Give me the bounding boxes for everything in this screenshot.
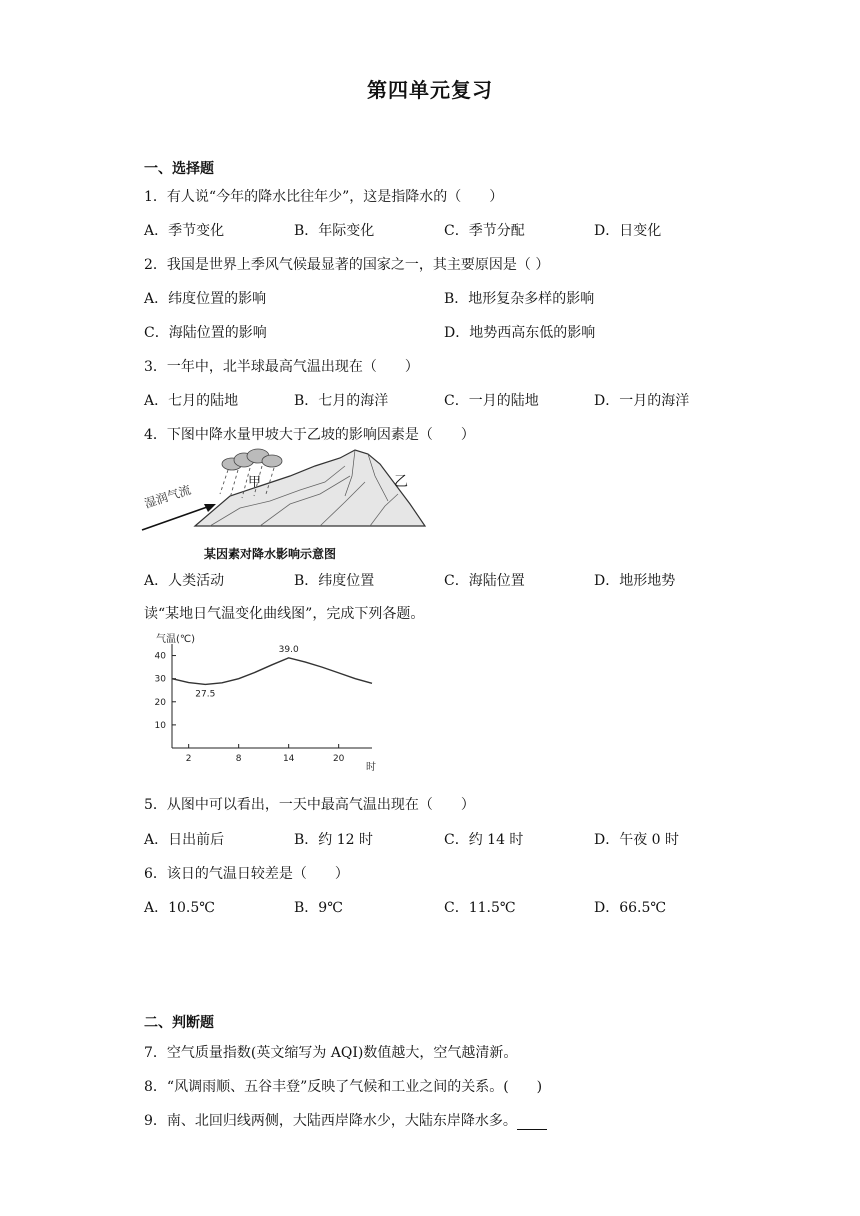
- question-1-option-d: D．日变化: [594, 223, 662, 239]
- y-tick-label: 30: [154, 674, 166, 685]
- question-2-option-c: C．海陆位置的影响: [144, 325, 267, 341]
- question-1-option-b: B．年际变化: [294, 223, 375, 239]
- question-3-option-b: B．七月的海洋: [294, 393, 389, 409]
- figure-caption: 某因素对降水影响示意图: [204, 547, 337, 561]
- terrain-precipitation-figure: [140, 446, 430, 566]
- question-1-option-a: A．季节变化: [144, 223, 225, 239]
- question-6-option-d: D．66.5℃: [594, 900, 667, 916]
- question-6-stem: 6．该日的气温日较差是（ ）: [144, 866, 349, 882]
- chart-ylabel: 气温(℃): [156, 634, 196, 645]
- question-4-option-a: A．人类活动: [144, 573, 225, 589]
- page-title: 第四单元复习: [367, 78, 493, 102]
- question-5-stem: 5．从图中可以看出，一天中最高气温出现在（ ）: [144, 797, 475, 813]
- question-2-option-b: B．地形复杂多样的影响: [444, 291, 595, 307]
- question-8-stem: 8．“风调雨顺、五谷丰登”反映了气候和工业之间的关系。( ): [144, 1079, 543, 1095]
- question-3-option-c: C．一月的陆地: [444, 393, 539, 409]
- question-5-option-d: D．午夜 0 时: [594, 832, 680, 848]
- data-label: 39.0: [278, 644, 299, 655]
- airflow-label: 湿润气流: [142, 482, 193, 511]
- question-7-stem: 7．空气质量指数(英文缩写为 AQI)数值越大，空气越清新。: [144, 1045, 518, 1061]
- x-tick-label: 14: [282, 754, 295, 764]
- question-6-option-b: B．9℃: [294, 900, 343, 916]
- data-label: 27.5: [195, 689, 216, 700]
- question-5-option-c: C．约 14 时: [444, 832, 524, 848]
- question-1-stem: 1．有人说“今年的降水比往年少”，这是指降水的（ ）: [144, 189, 504, 205]
- section-heading-choice: 一、选择题: [144, 161, 214, 177]
- x-tick-label: 20: [332, 754, 345, 764]
- question-5-option-a: A．日出前后: [144, 832, 225, 848]
- question-9-row: [144, 1110, 547, 1130]
- question-6-option-c: C．11.5℃: [444, 900, 516, 916]
- slope-a-label: 甲: [248, 475, 262, 490]
- y-tick-label: 40: [154, 651, 166, 662]
- question-3-stem: 3．一年中，北半球最高气温出现在（ ）: [144, 359, 419, 375]
- question-3-option-a: A．七月的陆地: [144, 393, 239, 409]
- slope-b-label: 乙: [394, 474, 408, 490]
- question-4-option-d: D．地形地势: [594, 573, 676, 589]
- cloud-icon: [222, 449, 282, 470]
- question-9-stem: 9．南、北回归线两侧，大陆西岸降水少，大陆东岸降水多。: [144, 1113, 517, 1129]
- question-2-stem: 2．我国是世界上季风气候最显著的国家之一，其主要原因是（ ）: [144, 257, 550, 273]
- section-heading-judgement: 二、判断题: [144, 1015, 214, 1031]
- x-tick-label: 8: [235, 754, 242, 764]
- temperature-chart: [144, 630, 384, 780]
- temperature-line: [172, 658, 372, 685]
- question-3-option-d: D．一月的海洋: [594, 393, 690, 409]
- question-4-option-b: B．纬度位置: [294, 573, 375, 589]
- answer-blank[interactable]: [517, 1115, 547, 1130]
- y-tick-label: 20: [154, 697, 166, 708]
- x-tick-label: 2: [185, 754, 192, 764]
- question-6-option-a: A．10.5℃: [144, 900, 215, 916]
- question-5-option-b: B．约 12 时: [294, 832, 374, 848]
- question-4-stem: 4．下图中降水量甲坡大于乙坡的影响因素是（ ）: [144, 427, 475, 443]
- y-tick-label: 10: [154, 720, 166, 731]
- question-1-option-c: C．季节分配: [444, 223, 525, 239]
- reading-intro: 读“某地日气温变化曲线图”，完成下列各题。: [144, 606, 425, 622]
- question-4-option-c: C．海陆位置: [444, 573, 525, 589]
- question-2-option-d: D．地势西高东低的影响: [444, 325, 596, 341]
- question-2-option-a: A．纬度位置的影响: [144, 291, 267, 307]
- chart-xlabel: 时: [366, 762, 376, 773]
